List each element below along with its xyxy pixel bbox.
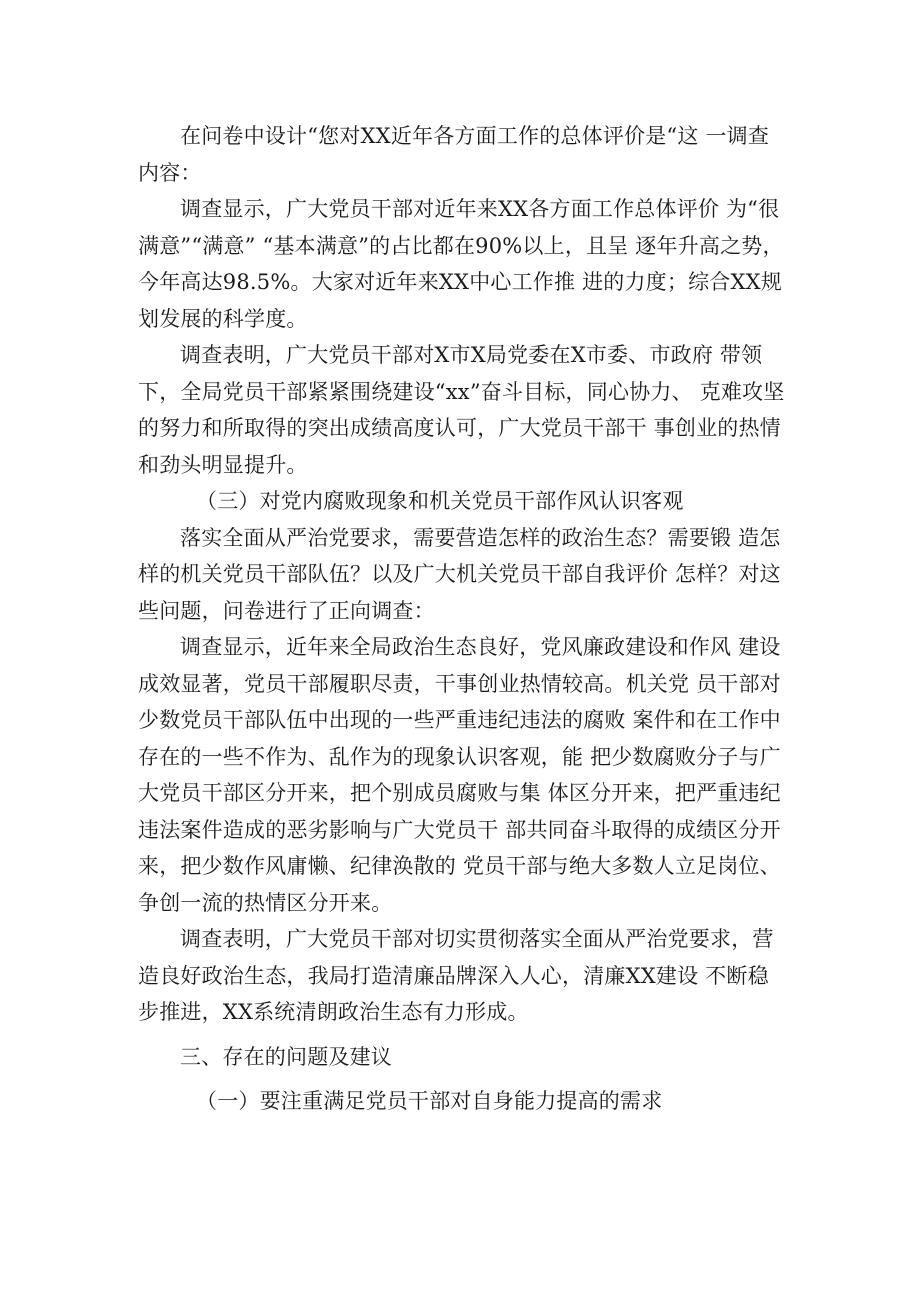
paragraph-strict-governance: 落实全面从严治党要求，需要营造怎样的政治生态？需要锻 造怎样的机关党员干部队伍？以及广大机关党员干部自我评价 怎样？对这些问题，问卷进行了正向调查： [138,525,781,623]
paragraph-survey-shows: 调查显示，广大党员干部对近年来XX各方面工作总体评价 为“很满意”“满意” “基本满意”的占比都在90%以上，且呈 逐年升高之势，今年高达98.5%。大家对近年来XX中心工作推 进的力度；综合XX规划发展的科学度。 [138,197,784,331]
section-heading-problems: 三、存在的问题及建议 [180,1044,392,1069]
document-body [138,118,788,1120]
subheading-three: （三）对党内腐败现象和机关党员干部作风认识客观 [196,489,684,513]
paragraph-questionnaire: 在问卷中设计“您对XX近年各方面工作的总体评价是“这 一调查内容： [138,124,770,185]
paragraph-survey-indicates: 调查表明，广大党员干部对X市X局党委在X市委、市政府 带领下，全局党员干部紧紧围绕建设“xx”奋斗目标，同心协力、 克难攻坚的努力和所取得的突出成绩高度认可，广大党员干部干 事创业的热情和劲头明显提升。 [138,343,785,477]
paragraph-political-ecology: 调查显示，近年来全局政治生态良好，党风廉政建设和作风 建设成效显著，党员干部履职尽责，干事创业热情较高。机关党 员干部对少数党员干部队伍中出现的一些严重违纪违法的腐败 案件和在工作中存在的一些不作为、乱作为的现象认识客观，能 把少数腐败分子与广大党员干部区分开来，把个别成员腐败与集 体区分开来，把严重违纪违法案件造成的恶劣影响与广大党员干 部共同奋斗取得的成绩区分开来，把少数作风庸懒、纪律涣散的 党员干部与绝大多数人立足岗位、争创一流的热情区分开来。 [138,635,781,915]
subheading-one: （一）要注重满足党员干部对自身能力提高的需求 [196,1089,663,1113]
paragraph-conclusion: 调查表明，广大党员干部对切实贯彻落实全面从严治党要求，营造良好政治生态，我局打造清廉品牌深入人心，清廉XX建设 不断稳步推进，XX系统清朗政治生态有力形成。 [138,927,774,1024]
